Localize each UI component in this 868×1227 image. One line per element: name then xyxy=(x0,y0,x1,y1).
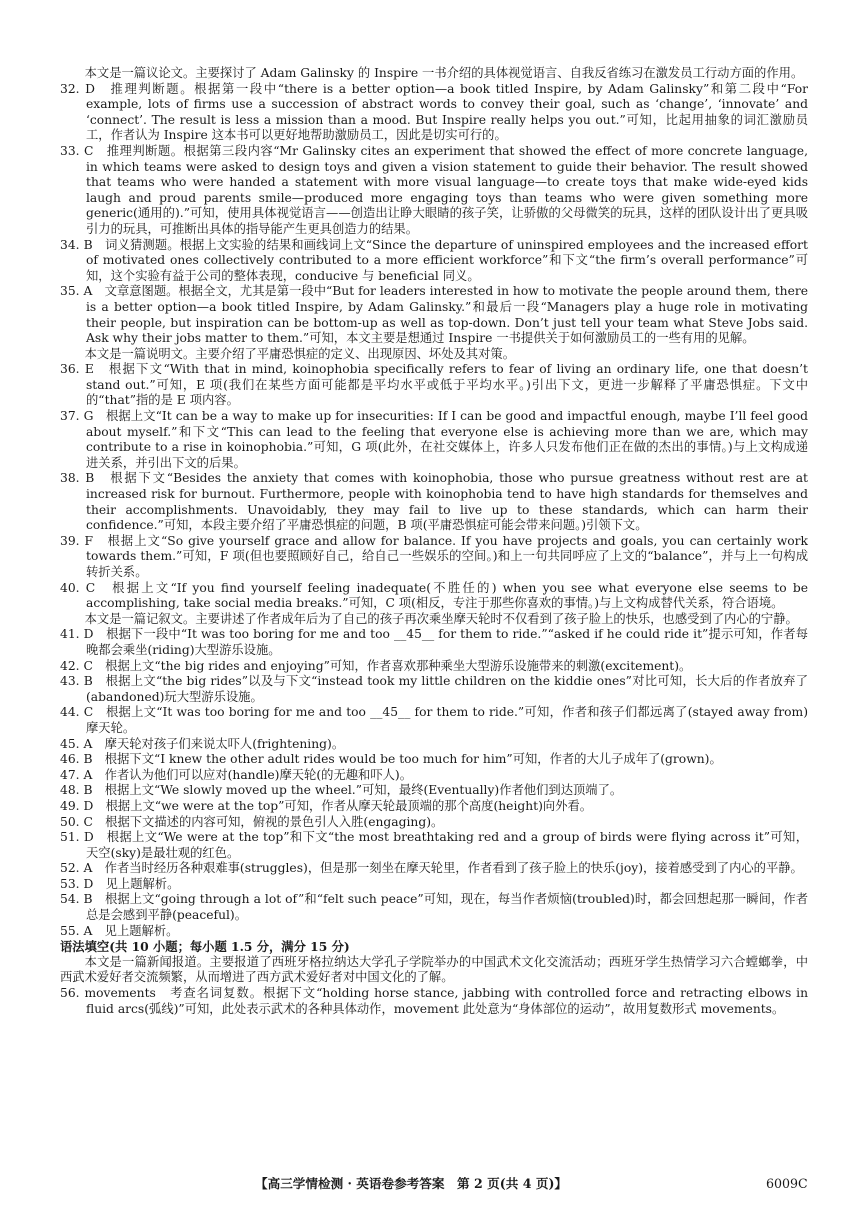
answer-explanation: 32. D 推理判断题。根据第一段中“there is a better option—a book titled Inspire, by Adam Galinsky”和第二段中“For example, lots of firms use a succession of abstract words to convey their goal, such as ‘change’, ‘innovate’ and ‘connect’. The result is less a mission than a mood. But Inspire really helps you out.”可知，比起用抽象的词汇激励员工，作者认为 Inspire 这本书可以更好地帮助激励员工，因此是切实可行的。 xyxy=(60,81,808,143)
answer-explanation: 38. B 根据下文“Besides the anxiety that comes with koinophobia, those who pursue greatness without rest are at increased risk for burnout. Furthermore, people with koinophobia tend to have high standards for themselves and their accomplishments. Unavoidably, they may fail to live up to these standards, which can harm their confidence.”可知，本段主要介绍了平庸恐惧症的问题，B 项(平庸恐惧症可能会带来问题。)引领下文。 xyxy=(60,471,808,533)
answer-explanation: 44. C 根据上文“It was too boring for me and too __45__ for them to ride.”可知，作者和孩子们都远离了(stayed away from)摩天轮。 xyxy=(60,705,808,735)
passage-summary: 本文是一篇记叙文。主要讲述了作者成年后为了自己的孩子再次乘坐摩天轮时不仅看到了孩子脸上的快乐，也感受到了内心的宁静。 xyxy=(84,611,798,626)
answer-explanation: 41. D 根据下一段中“It was too boring for me and too __45__ for them to ride.”“asked if he could ride it”提示可知，作者每晚都会乘坐(riding)大型游乐设施。 xyxy=(60,627,808,657)
answer-explanation: 54. B 根据上文“going through a lot of”和“felt such peace”可知，现在，每当作者烦恼(troubled)时，都会回想起那一瞬间，作者总是会感到平静(peaceful)。 xyxy=(60,892,808,923)
answer-explanation: 39. F 根据上文“So give yourself grace and allow for balance. If you have projects and goals, you can certainly work towards them.”可知，F 项(但也要照顾好自己，给自己一些娱乐的空间。)和上一句共同呼应了上文的“balance”，并与上一句构成转折关系。 xyxy=(60,533,808,579)
footer-code: 6009C xyxy=(766,1176,808,1191)
answer-explanation: 40. C 根据上文“If you find yourself feeling inadequate(不胜任的) when you see what everyone else seems to be accomplishing, take social media breaks.”可知，C 项(相反，专注于那些你喜欢的事情。)与上文构成替代关系，符合语境。 xyxy=(60,580,808,611)
answer-explanation: 50. C 根据下文描述的内容可知，俯视的景色引人入胜(engaging)。 xyxy=(60,814,444,829)
answer-explanation: 37. G 根据上文“It can be a way to make up for insecurities: If I can be good and impactful enough, maybe I’ll feel good about myself.”和下文“This can lead to the feeling that everyone else is achieving more than we are, which may contribute to a rise in koinophobia.”可知，G 项(此外，在社交媒体上，许多人只发布他们正在做的杰出的事情。)与上文构成递进关系，并引出下文的后果。 xyxy=(60,409,808,470)
answer-key-content xyxy=(60,66,808,1017)
passage-summary: 本文是一篇新闻报道。主要报道了西班牙格拉纳达大学孔子学院举办的中国武术文化交流活动；西班牙学生热情学习六合螳螂拳，中西武术爱好者交流频繁，从而增进了西方武术爱好者对中国文化的了解。 xyxy=(60,954,808,985)
answer-explanation: 45. A 摩天轮对孩子们来说太吓人(frightening)。 xyxy=(60,736,345,751)
answer-explanation: 47. A 作者认为他们可以应对(handle)摩天轮(的无趣和吓人)。 xyxy=(60,767,413,782)
footer-title: 【高三学情检测 · 英语卷参考答案 第 2 页(共 4 页)】 xyxy=(255,1176,568,1191)
passage-summary: 本文是一篇议论文。主要探讨了 Adam Galinsky 的 Inspire 一书介绍的具体视觉语言、自我反省练习在激发员工行动方面的作用。 xyxy=(84,66,804,80)
answer-explanation: 35. A 文章意图题。根据全文，尤其是第一段中“But for leaders interested in how to motivate the people around them, there is a better option—a book titled Inspire, by Adam Galinsky.”和最后一段“Managers play a huge role in motivating their people, but inspiration can be bottom-up as well as top-down. Don’t just tell your team what Steve Jobs said. Ask why their jobs matter to them.”可知，本文主要是想通过 Inspire 一书提供关于如何激励员工的一些有用的见解。 xyxy=(60,284,808,346)
answer-explanation: 33. C 推理判断题。根据第三段内容“Mr Galinsky cites an experiment that showed the effect of more concrete language, in which teams were asked to design toys and given a vision statement to guide their behavior. The result showed that teams who were handed a statement with more visual language—to create toys that make wide-eyed kids laugh and proud parents smile—produced more engaging toys than teams who were given something more generic(通用的).”可知，使用具体视觉语言——创造出让睁大眼睛的孩子笑，让骄傲的父母微笑的玩具，这样的团队设计出了更具吸引力的玩具，可推断出具体的指导能产生更具创造力的结果。 xyxy=(60,143,808,236)
answer-explanation: 56. movements 考查名词复数。根据下文“holding horse stance, jabbing with controlled force and retracting elbows in fluid arcs(弧线)”可知，此处表示武术的各种具体动作，movement 此处意为“身体部位的运动”，故用复数形式 movements。 xyxy=(60,986,808,1016)
answer-explanation: 34. B 词义猜测题。根据上文实验的结果和画线词上文“Since the departure of uninspired employees and the increased effort of motivated ones collectively contributed to a more efficient workforce”和下文“the firm’s overall performance”可知，这个实验有益于公司的整体表现，conducive 与 beneficial 同义。 xyxy=(60,237,808,283)
answer-explanation: 55. A 见上题解析。 xyxy=(60,923,179,938)
answer-explanation: 46. B 根据下文“I knew the other adult rides would be too much for him”可知，作者的大儿子成年了(grown)。 xyxy=(60,752,722,767)
answer-explanation: 53. D 见上题解析。 xyxy=(60,876,180,891)
answer-explanation: 52. A 作者当时经历各种艰难事(struggles)，但是那一刻坐在摩天轮里，作者看到了孩子脸上的快乐(joy)，接着感受到了内心的平静。 xyxy=(60,861,803,876)
answer-explanation: 49. D 根据上文“we were at the top”可知，作者从摩天轮最顶端的那个高度(height)向外看。 xyxy=(60,798,593,813)
answer-explanation: 51. D 根据上文“We were at the top”和下文“the most breathtaking red and a group of birds were flying across it”可知，天空(sky)是最壮观的红色。 xyxy=(60,830,808,860)
answer-explanation: 36. E 根据下文“With that in mind, koinophobia specifically refers to fear of living an ordinary life, one that doesn’t stand out.”可知，E 项(我们在某些方面可能都是平均水平或低于平均水平。)引出下文，更进一步解释了平庸恐惧症。下文中的“that”指的是 E 项内容。 xyxy=(60,362,808,408)
section-heading: 语法填空(共 10 小题；每小题 1.5 分，满分 15 分) xyxy=(60,939,350,955)
passage-summary: 本文是一篇说明文。主要介绍了平庸恐惧症的定义、出现原因、坏处及其对策。 xyxy=(84,346,515,361)
answer-explanation: 42. C 根据上文“the big rides and enjoying”可知，作者喜欢那种乘坐大型游乐设施带来的刺激(excitement)。 xyxy=(60,658,692,673)
answer-explanation: 48. B 根据上文“We slowly moved up the wheel.”可知，最终(Eventually)作者他们到达顶端了。 xyxy=(60,783,623,798)
answer-explanation: 43. B 根据上文“the big rides”以及与下文“instead took my little children on the kiddie ones”对比可知，长大后的作者放弃了(abandoned)玩大型游乐设施。 xyxy=(60,674,808,704)
